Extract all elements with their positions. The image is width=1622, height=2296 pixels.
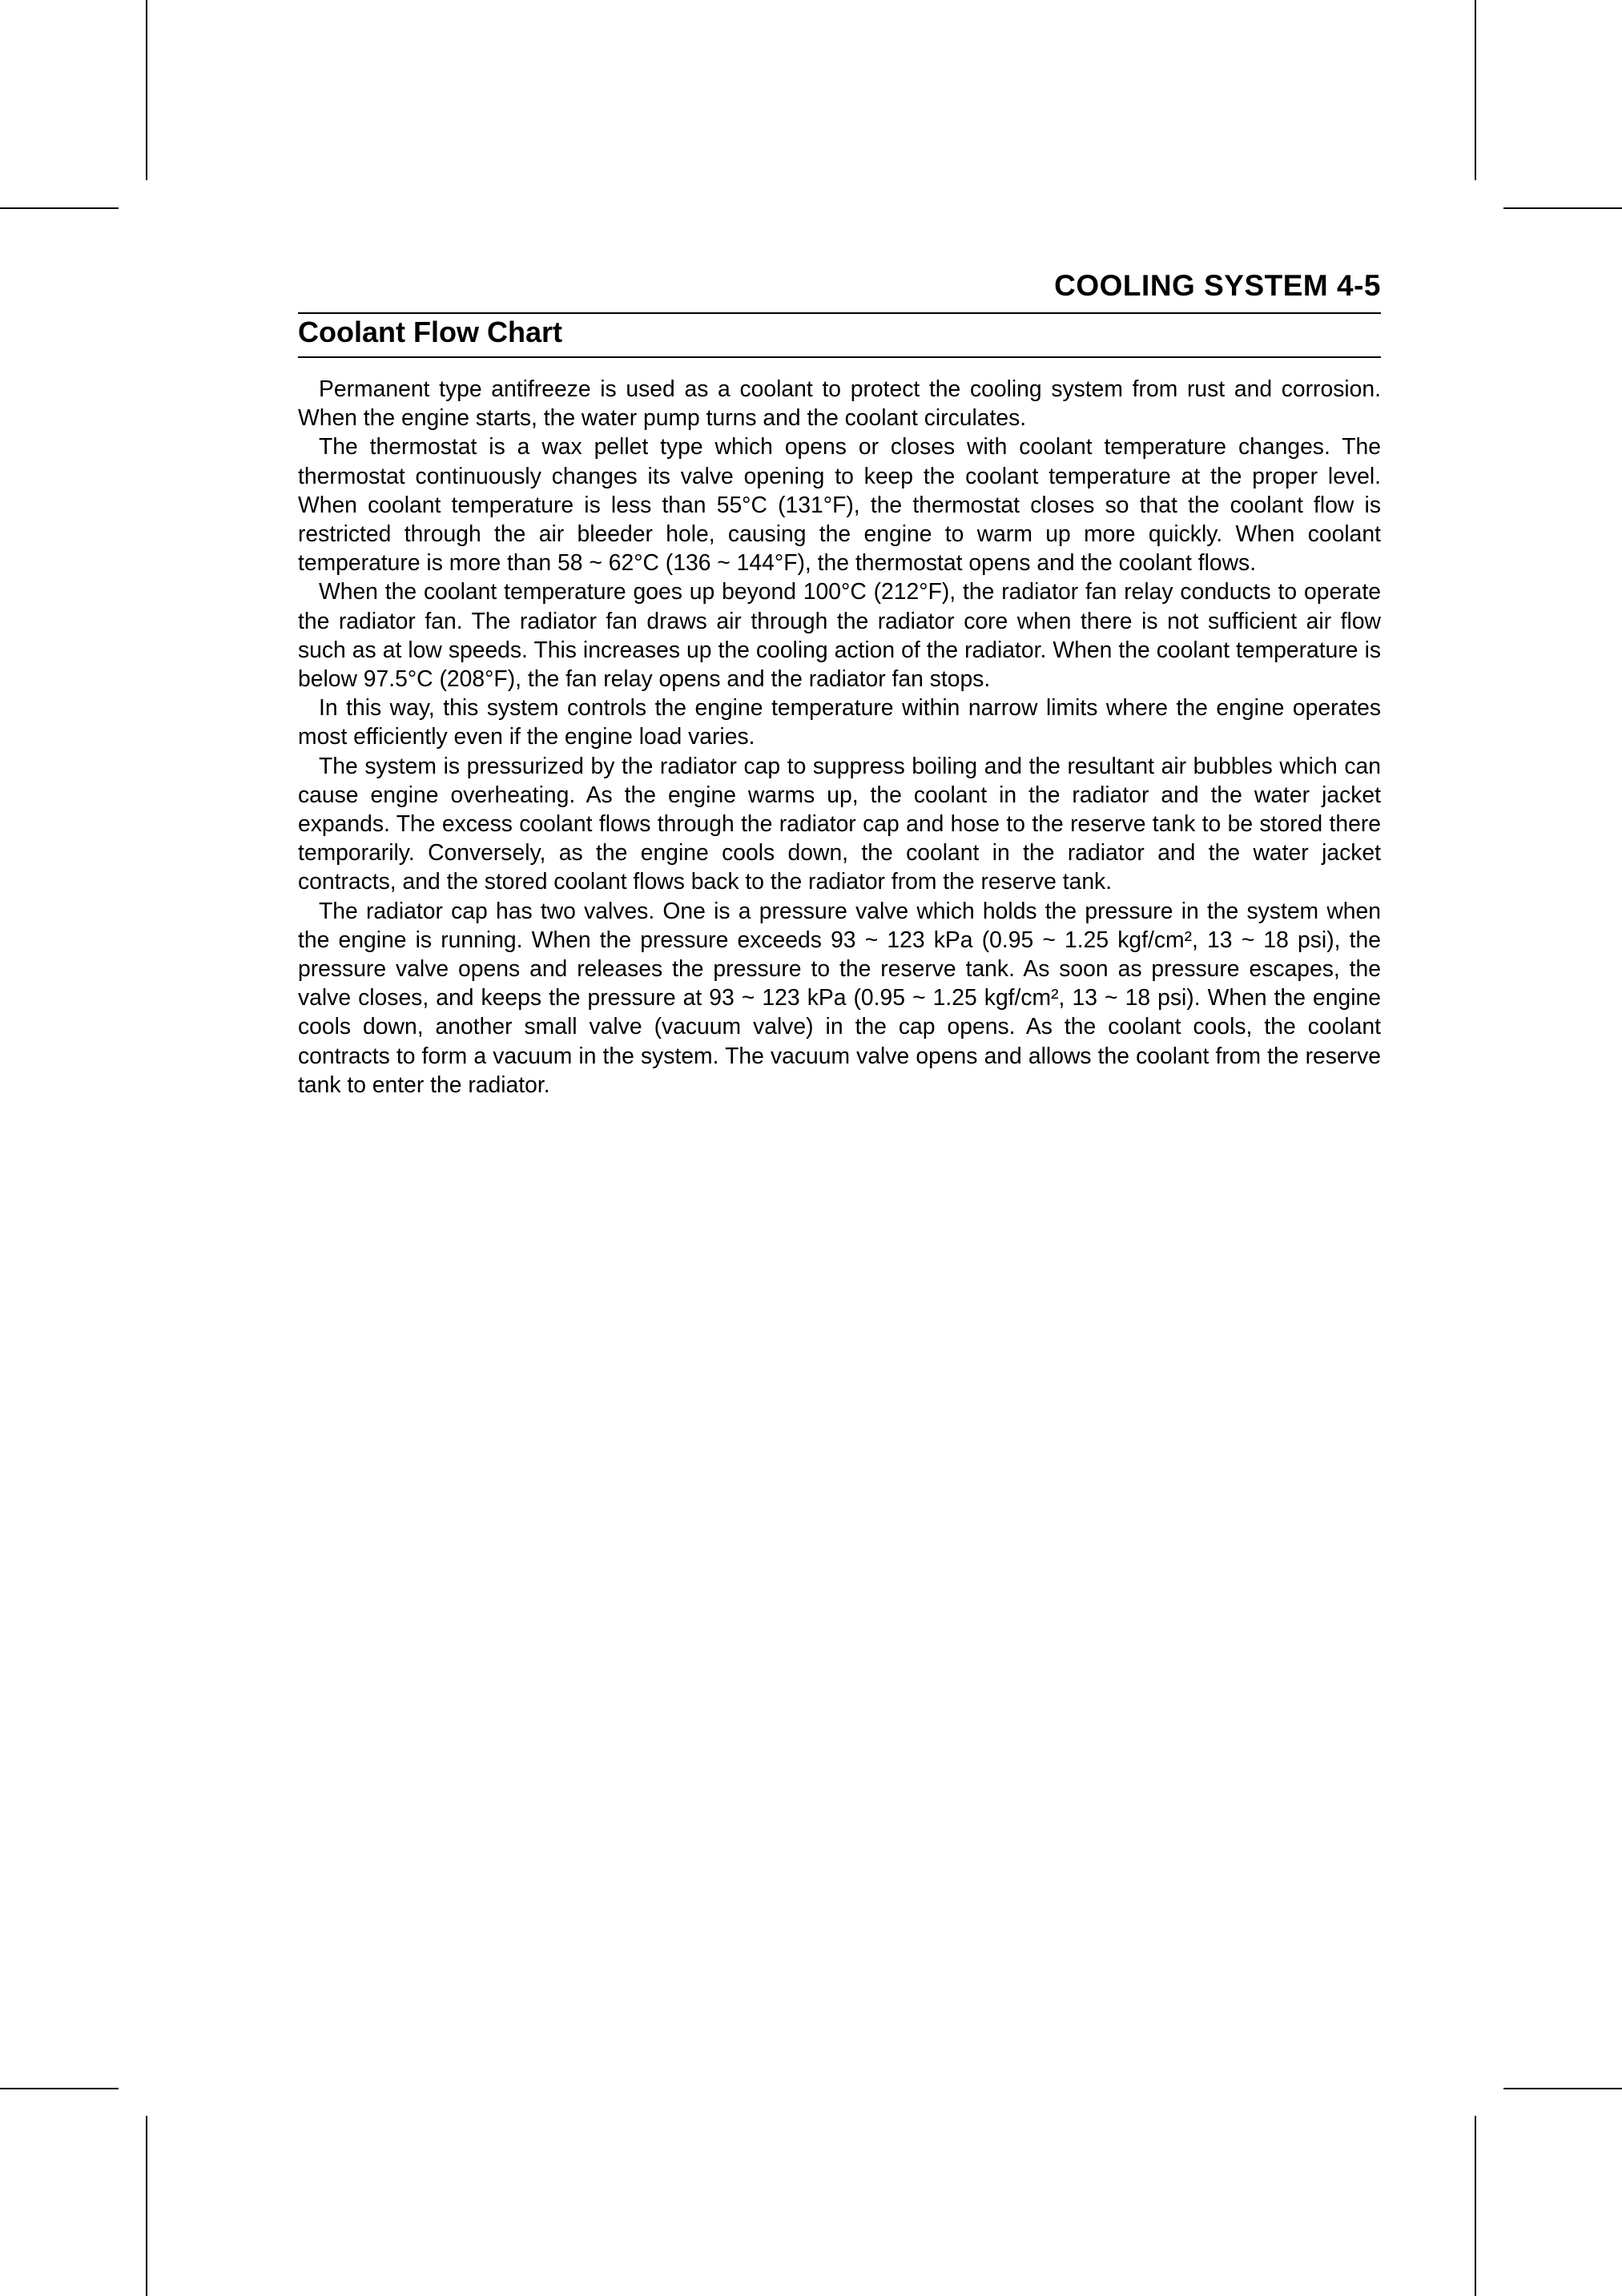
section-heading <box>298 314 1381 358</box>
body-text <box>298 374 1381 1099</box>
paragraph-pressurization: The system is pressurized by the radiator cap to suppress boiling and the resultant air bubbles which can cause engine overheating. As the engine warms up, the coolant in the radiator and the water jacket expands. The excess coolant flows through the radiator cap and hose to the reserve tank to be stored there temporarily. Conversely, as the engine cools down, the coolant in the radiator and the water jacket contracts, and the stored coolant flows back to the radiator from the reserve tank. <box>298 752 1381 895</box>
crop-mark-bottom-left-vertical <box>146 2116 147 2296</box>
crop-mark-top-right-horizontal <box>1503 207 1622 209</box>
crop-mark-bottom-left-horizontal <box>0 2088 119 2089</box>
section-title: Coolant Flow Chart <box>298 316 562 348</box>
page-header <box>298 264 1381 314</box>
paragraph-radiator-cap: The radiator cap has two valves. One is a pressure valve which holds the pressure in the system when the engine is running. When the pressure exceeds 93 ~ 123 kPa (0.95 ~ 1.25 kgf/cm², 13 ~ 18 psi), the pressure valve opens and releases the pressure to the reserve tank. As soon as pressure escapes, the valve closes, and keeps the pressure at 93 ~ 123 kPa (0.95 ~ 1.25 kgf/cm², 13 ~ 18 psi). When the engine cools down, another small valve (vacuum valve) in the cap opens. As the coolant cools, the coolant contracts to form a vacuum in the system. The vacuum valve opens and allows the coolant from the reserve tank to enter the radiator. <box>298 897 1381 1097</box>
paragraph-antifreeze: Permanent type antifreeze is used as a coolant to protect the cooling system from rust and corrosion. When the engine starts, the water pump turns and the coolant circulates. <box>298 376 1381 431</box>
crop-mark-bottom-right-vertical <box>1475 2116 1476 2296</box>
crop-mark-top-left-vertical <box>146 0 147 180</box>
crop-mark-bottom-right-horizontal <box>1503 2088 1622 2089</box>
paragraph-radiator-fan: When the coolant temperature goes up beyond 100°C (212°F), the radiator fan relay conducts to operate the radiator fan. The radiator fan draws air through the radiator core when there is not sufficient air flow such as at low speeds. This increases up the cooling action of the radiator. When the coolant temperature is below 97.5°C (208°F), the fan relay opens and the radiator fan stops. <box>298 578 1381 692</box>
crop-mark-top-right-vertical <box>1475 0 1476 180</box>
paragraph-temperature-control: In this way, this system controls the engine temperature within narrow limits where the engine operates most efficiently even if the engine load varies. <box>298 694 1381 750</box>
running-head: COOLING SYSTEM 4-5 <box>1054 269 1381 302</box>
crop-mark-top-left-horizontal <box>0 207 119 209</box>
paragraph-thermostat: The thermostat is a wax pellet type which opens or closes with coolant temperature changes. The thermostat continuously changes its valve opening to keep the coolant temperature at the proper level. When coolant temperature is less than 55°C (131°F), the thermostat closes so that the coolant flow is restricted through the air bleeder hole, causing the engine to warm up more quickly. When coolant temperature is more than 58 ~ 62°C (136 ~ 144°F), the thermostat opens and the coolant flows. <box>298 433 1381 576</box>
